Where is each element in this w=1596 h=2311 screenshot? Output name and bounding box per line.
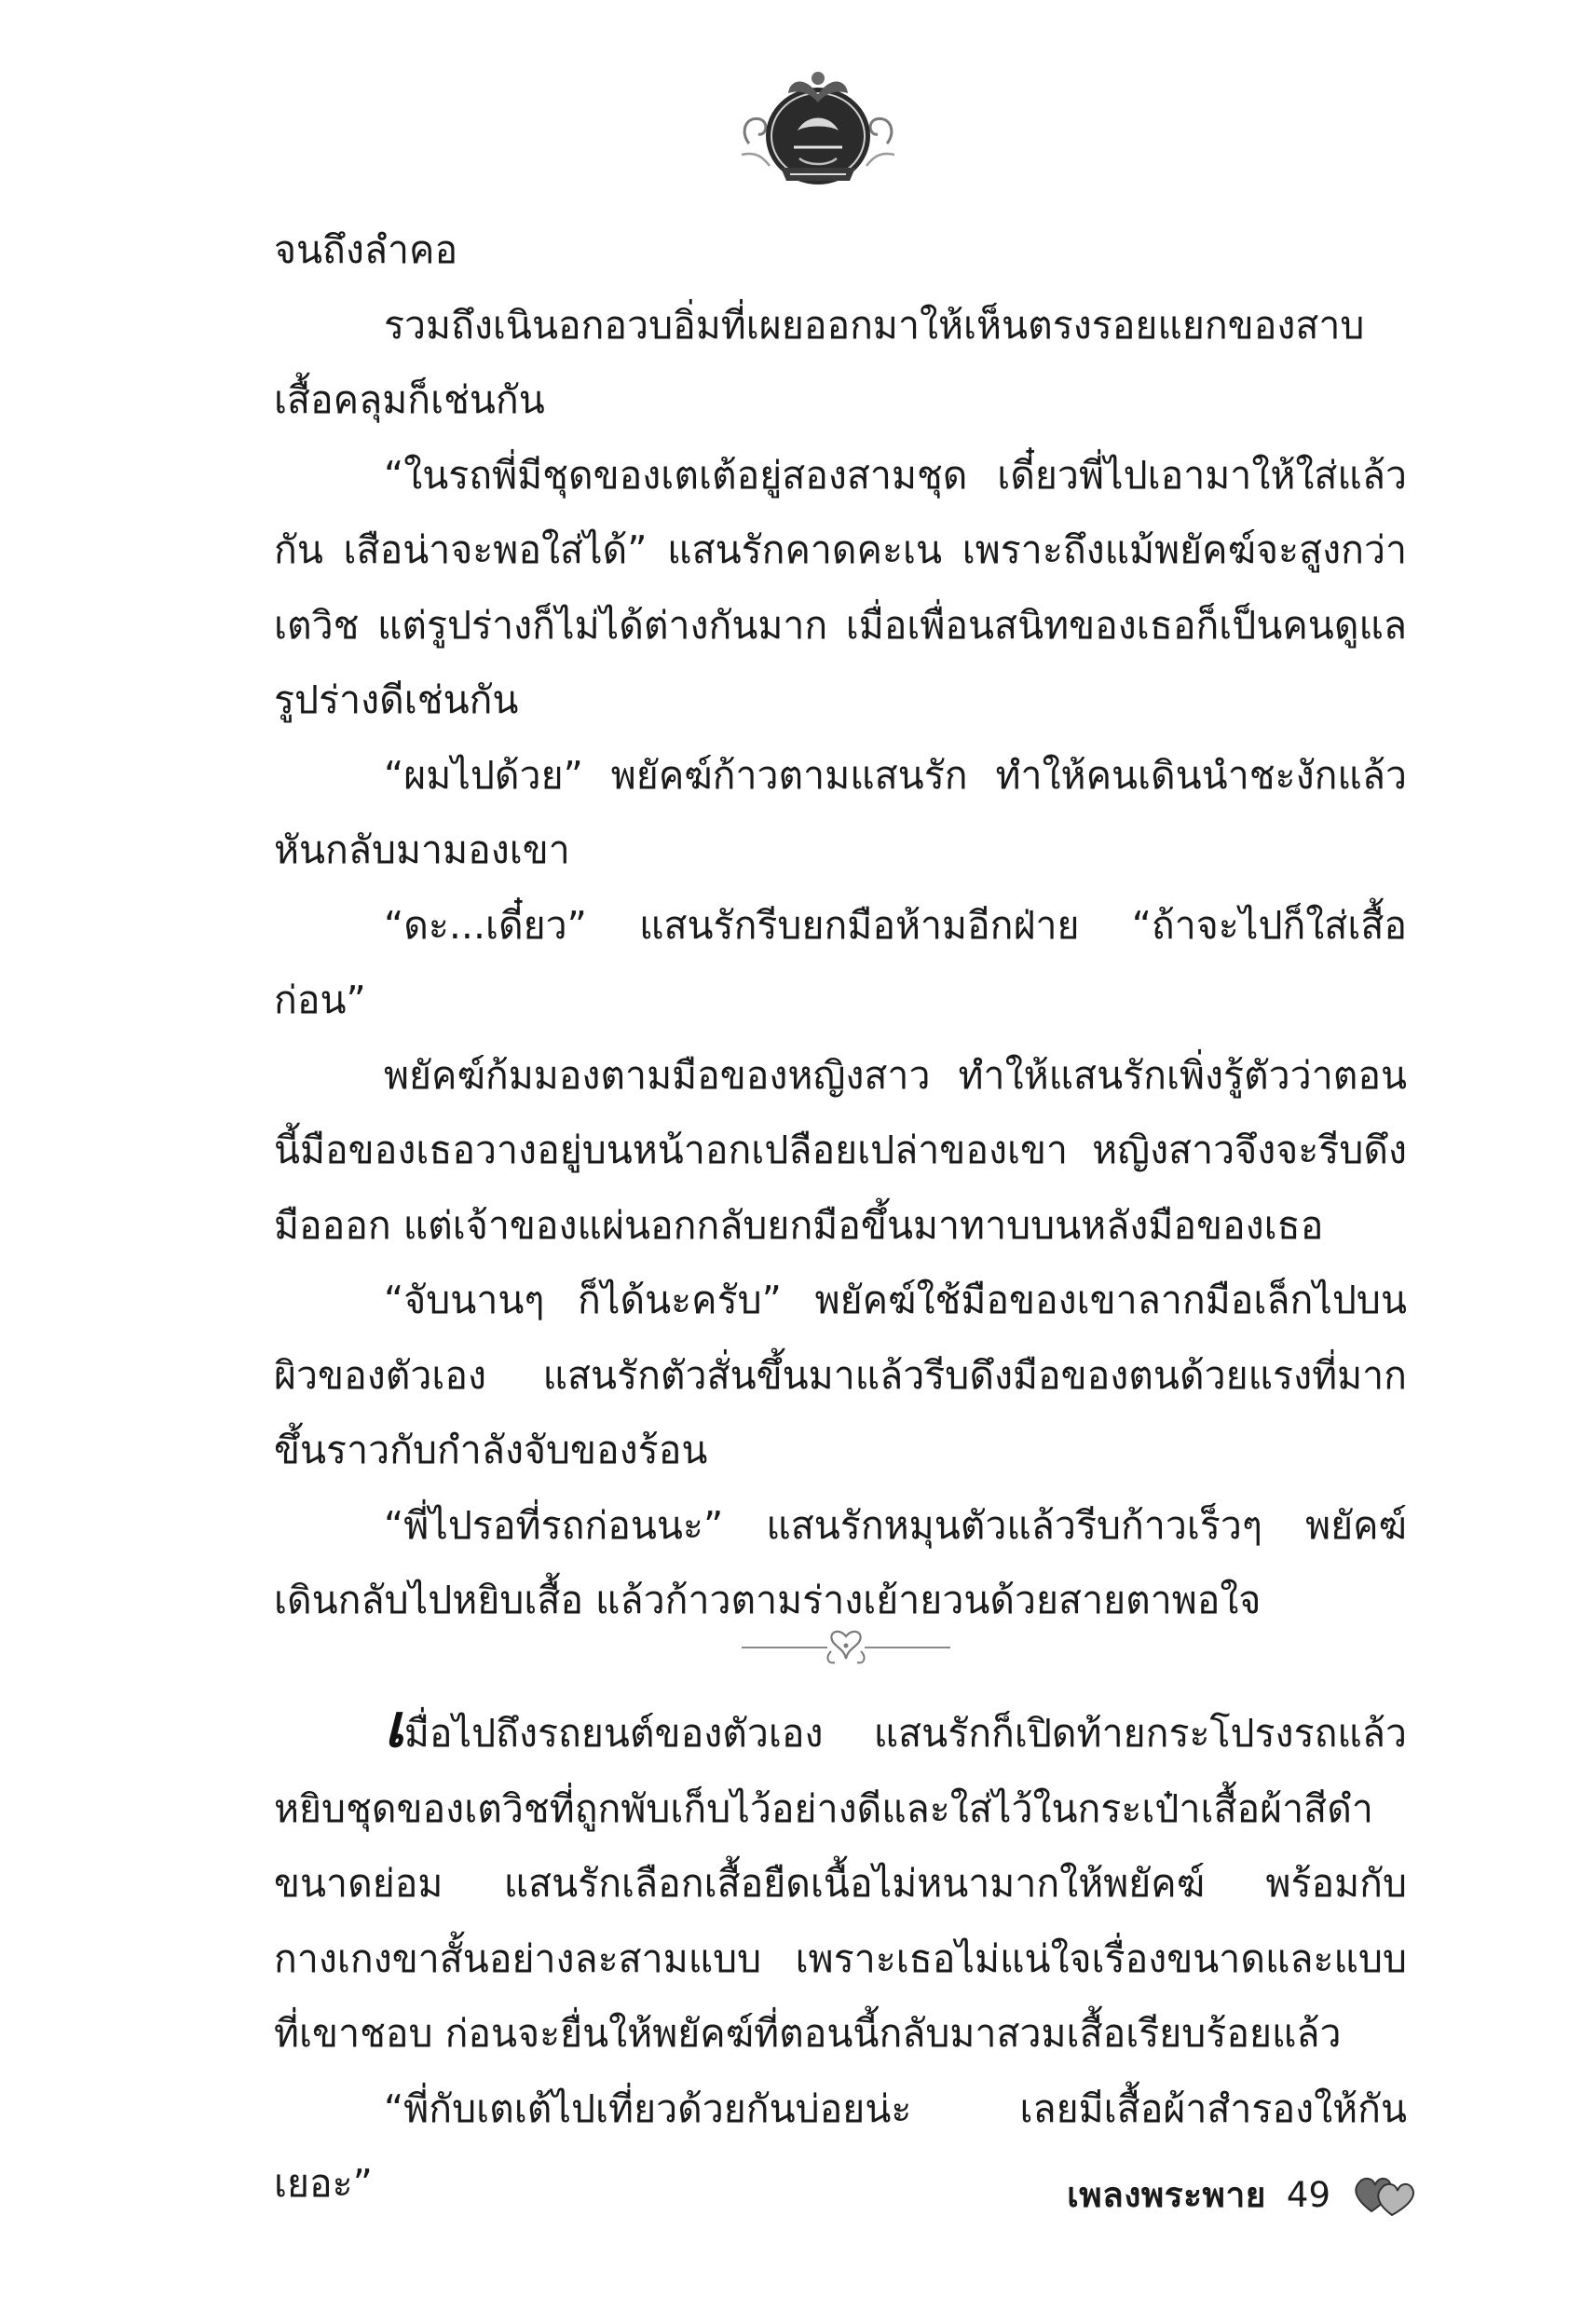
body-text-before-break [274,212,1407,1638]
double-heart-icon [1351,2168,1416,2221]
dropcap-paragraph-text: มื่อไปถึงรถยนต์ของตัวเอง แสนรักก็เปิดท้ายกระโปรงรถแล้วหยิบชุดของเตวิชที่ถูกพับเก็บไว้อย่างดีและใส่ไว้ในกระเป๋าเสื้อผ้าสีดำขนาดย่อม แสนรักเลือกเสื้อยืดเนื้อไม่หนามากให้พยัคฆ์ พร้อมกับกางเกงขาสั้นอย่างละสามแบบ เพราะเธอไม่แน่ใจเรื่องขนาดและแบบที่เขาชอบ ก่อนจะยื่นให้พยัคฆ์ที่ตอนนี้กลับมาสวมเสื้อเรียบร้อยแล้ว [274,1711,1407,2056]
paragraph: พยัคฆ์ก้มมองตามมือของหญิงสาว ทำให้แสนรักเพิ่งรู้ตัวว่าตอนนี้มือของเธอวางอยู่บนหน้าอกเปลือยเปล่าของเขา หญิงสาวจึงจะรีบดึงมือออก แต่เจ้าของแผ่นอกกลับยกมือขึ้นมาทาบบนหลังมือของเธอ [274,1052,1407,1248]
paragraph: “ผมไปด้วย” พยัคฆ์ก้าวตามแสนรัก ทำให้คนเดินนำชะงักแล้วหันกลับมามองเขา [274,752,1407,872]
paragraph: จนถึงลำคอ [274,227,458,272]
paragraph: “พี่ไปรอที่รถก่อนนะ” แสนรักหมุนตัวแล้วรีบก้าวเร็วๆ พยัคฆ์เดินกลับไปหยิบเสื้อ แล้วก้าวตามร่างเย้ายวนด้วยสายตาพอใจ [274,1502,1407,1622]
page-number: 49 [1286,2174,1330,2215]
paragraph: “พี่กับเตเต้ไปเที่ยวด้วยกันบ่อยน่ะ เลยมีเสื้อผ้าสำรองให้กันเยอะ” [274,2085,1407,2206]
publisher-emblem-icon [732,58,904,198]
paragraph: “จับนานๆ ก็ได้นะครับ” พยัคฆ์ใช้มือของเขาลากมือเล็กไปบนผิวของตัวเอง แสนรักตัวสั่นขึ้นมาแล้วรีบดึงมือของตนด้วยแรงที่มากขึ้นราวกับกำลังจับของร้อน [274,1278,1407,1472]
paragraph: “ในรถพี่มีชุดของเตเต้อยู่สองสามชุด เดี๋ยวพี่ไปเอามาให้ใส่แล้วกัน เสือน่าจะพอใส่ได้” แสนรักคาดคะเน เพราะถึงแม้พยัคฆ์จะสูงกว่าเตวิช แต่รูปร่างก็ไม่ได้ต่างกันมาก เมื่อเพื่อนสนิทของเธอก็เป็นคนดูแลรูปร่างดีเช่นกัน [274,452,1407,722]
paragraph: รวมถึงเนินอกอวบอิ่มที่เผยออกมาให้เห็นตรงรอยแยกของสาบเสื้อคลุมก็เช่นกัน [274,302,1365,422]
paragraph: “ดะ...เดี๋ยว” แสนรักรีบยกมือห้ามอีกฝ่าย “ถ้าจะไปก็ใส่เสื้อก่อน” [274,902,1407,1022]
dropcap-letter: เ [384,1691,404,1761]
ornament-divider-icon [742,1623,950,1672]
book-title: เพลงพระพาย [1067,2174,1266,2215]
page-footer [1025,2162,1416,2227]
dropcap-paragraph [274,1691,1407,2072]
body-text-after-break [274,1691,1407,2222]
